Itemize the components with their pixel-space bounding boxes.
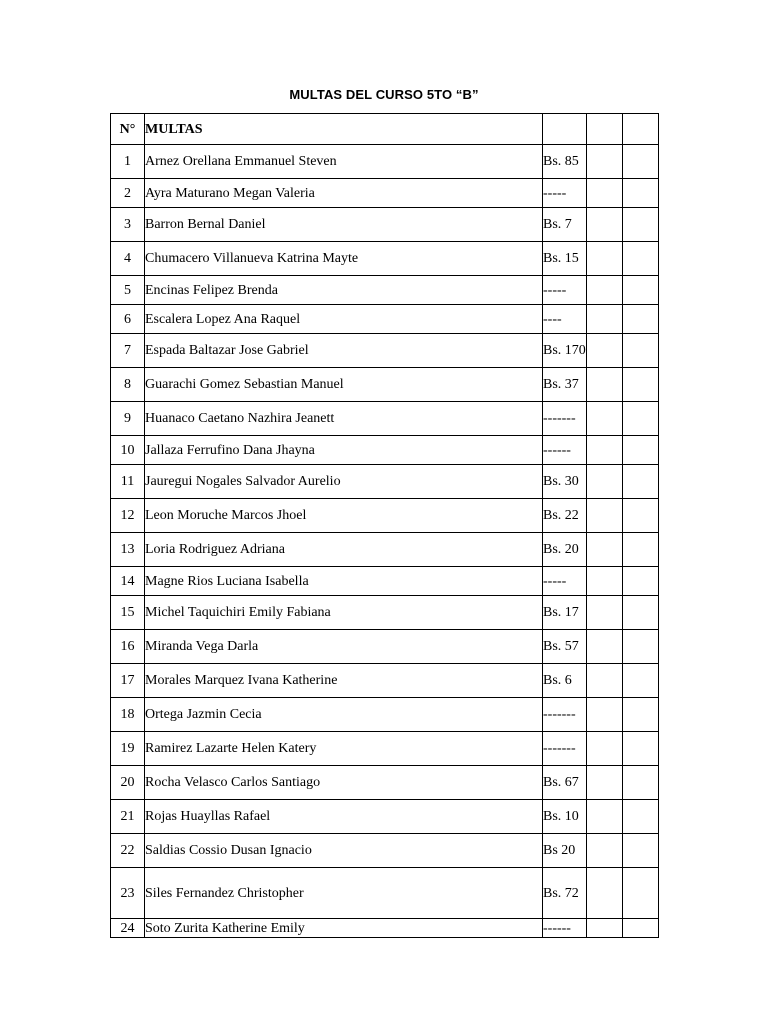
- student-name: Jauregui Nogales Salvador Aurelio: [145, 465, 543, 499]
- fine-amount: Bs. 85: [543, 145, 587, 179]
- blank-column-header: [587, 114, 623, 145]
- fine-amount: -------: [543, 402, 587, 436]
- row-number: 14: [111, 567, 145, 596]
- table-row: [111, 368, 659, 402]
- row-number: 9: [111, 402, 145, 436]
- row-number: 21: [111, 800, 145, 834]
- student-name: Arnez Orellana Emmanuel Steven: [145, 145, 543, 179]
- blank-cell: [623, 868, 659, 919]
- table-body: [111, 145, 659, 938]
- row-number: 20: [111, 766, 145, 800]
- student-name: Magne Rios Luciana Isabella: [145, 567, 543, 596]
- blank-cell: [587, 276, 623, 305]
- student-name: Michel Taquichiri Emily Fabiana: [145, 596, 543, 630]
- blank-cell: [623, 334, 659, 368]
- blank-cell: [623, 800, 659, 834]
- row-number: 12: [111, 499, 145, 533]
- fine-amount: ------: [543, 436, 587, 465]
- student-name: Guarachi Gomez Sebastian Manuel: [145, 368, 543, 402]
- student-name: Espada Baltazar Jose Gabriel: [145, 334, 543, 368]
- blank-cell: [587, 800, 623, 834]
- student-name: Ayra Maturano Megan Valeria: [145, 179, 543, 208]
- fine-amount: -----: [543, 276, 587, 305]
- blank-cell: [587, 465, 623, 499]
- student-name: Ortega Jazmin Cecia: [145, 698, 543, 732]
- blank-cell: [587, 499, 623, 533]
- row-number: 6: [111, 305, 145, 334]
- blank-cell: [587, 596, 623, 630]
- student-name: Siles Fernandez Christopher: [145, 868, 543, 919]
- blank-cell: [623, 834, 659, 868]
- blank-cell: [587, 698, 623, 732]
- student-name: Miranda Vega Darla: [145, 630, 543, 664]
- row-number: 7: [111, 334, 145, 368]
- fine-amount: Bs. 17: [543, 596, 587, 630]
- fine-amount: Bs. 30: [543, 465, 587, 499]
- blank-cell: [623, 208, 659, 242]
- blank-cell: [623, 630, 659, 664]
- row-number: 3: [111, 208, 145, 242]
- blank-cell: [587, 664, 623, 698]
- row-number: 24: [111, 919, 145, 938]
- student-name: Huanaco Caetano Nazhira Jeanett: [145, 402, 543, 436]
- row-number: 13: [111, 533, 145, 567]
- student-name: Jallaza Ferrufino Dana Jhayna: [145, 436, 543, 465]
- table-row: [111, 436, 659, 465]
- table-row: [111, 698, 659, 732]
- fine-amount: Bs. 22: [543, 499, 587, 533]
- blank-cell: [623, 732, 659, 766]
- amount-column-header: [543, 114, 587, 145]
- table-row: [111, 334, 659, 368]
- table-row: [111, 242, 659, 276]
- table-row: [111, 766, 659, 800]
- row-number: 10: [111, 436, 145, 465]
- row-number: 5: [111, 276, 145, 305]
- student-name: Chumacero Villanueva Katrina Mayte: [145, 242, 543, 276]
- fines-table: [110, 113, 659, 938]
- blank-cell: [587, 919, 623, 938]
- blank-cell: [587, 533, 623, 567]
- blank-cell: [623, 698, 659, 732]
- blank-cell: [623, 664, 659, 698]
- table-row: [111, 868, 659, 919]
- blank-cell: [623, 242, 659, 276]
- fine-amount: Bs. 170: [543, 334, 587, 368]
- blank-cell: [623, 766, 659, 800]
- student-name: Saldias Cossio Dusan Ignacio: [145, 834, 543, 868]
- row-number: 1: [111, 145, 145, 179]
- blank-cell: [587, 242, 623, 276]
- fine-amount: -------: [543, 698, 587, 732]
- blank-cell: [587, 732, 623, 766]
- student-name: Ramirez Lazarte Helen Katery: [145, 732, 543, 766]
- table-row: [111, 276, 659, 305]
- student-name: Leon Moruche Marcos Jhoel: [145, 499, 543, 533]
- blank-cell: [587, 208, 623, 242]
- blank-cell: [623, 567, 659, 596]
- fine-amount: Bs 20: [543, 834, 587, 868]
- blank-cell: [623, 436, 659, 465]
- fine-amount: ------: [543, 919, 587, 938]
- fine-amount: Bs. 10: [543, 800, 587, 834]
- fine-amount: Bs. 72: [543, 868, 587, 919]
- table-row: [111, 630, 659, 664]
- table-row: [111, 834, 659, 868]
- name-column-header: MULTAS: [145, 114, 543, 145]
- row-number: 11: [111, 465, 145, 499]
- row-number: 16: [111, 630, 145, 664]
- fine-amount: Bs. 7: [543, 208, 587, 242]
- blank-cell: [587, 179, 623, 208]
- student-name: Barron Bernal Daniel: [145, 208, 543, 242]
- table-row: [111, 664, 659, 698]
- table-row: [111, 567, 659, 596]
- row-number: 15: [111, 596, 145, 630]
- blank-cell: [587, 368, 623, 402]
- row-number: 19: [111, 732, 145, 766]
- blank-cell: [623, 276, 659, 305]
- blank-cell: [623, 919, 659, 938]
- blank-cell: [623, 305, 659, 334]
- fine-amount: ----: [543, 305, 587, 334]
- student-name: Rocha Velasco Carlos Santiago: [145, 766, 543, 800]
- table-row: [111, 179, 659, 208]
- blank-cell: [587, 436, 623, 465]
- blank-cell: [587, 834, 623, 868]
- table-row: [111, 596, 659, 630]
- row-number: 17: [111, 664, 145, 698]
- blank-cell: [623, 368, 659, 402]
- blank-cell: [623, 465, 659, 499]
- table-row: [111, 732, 659, 766]
- blank-column-header: [623, 114, 659, 145]
- table-row: [111, 499, 659, 533]
- student-name: Loria Rodriguez Adriana: [145, 533, 543, 567]
- table-row: [111, 533, 659, 567]
- fine-amount: Bs. 20: [543, 533, 587, 567]
- number-column-header: N°: [111, 114, 145, 145]
- blank-cell: [587, 145, 623, 179]
- table-row: [111, 208, 659, 242]
- student-name: Soto Zurita Katherine Emily: [145, 919, 543, 938]
- student-name: Rojas Huayllas Rafael: [145, 800, 543, 834]
- row-number: 18: [111, 698, 145, 732]
- fine-amount: Bs. 67: [543, 766, 587, 800]
- student-name: Escalera Lopez Ana Raquel: [145, 305, 543, 334]
- student-name: Morales Marquez Ivana Katherine: [145, 664, 543, 698]
- fine-amount: -------: [543, 732, 587, 766]
- blank-cell: [587, 766, 623, 800]
- row-number: 22: [111, 834, 145, 868]
- row-number: 23: [111, 868, 145, 919]
- blank-cell: [587, 402, 623, 436]
- table-row: [111, 402, 659, 436]
- blank-cell: [623, 533, 659, 567]
- row-number: 2: [111, 179, 145, 208]
- blank-cell: [623, 145, 659, 179]
- blank-cell: [623, 179, 659, 208]
- page-title: MULTAS DEL CURSO 5TO “B”: [289, 87, 479, 102]
- row-number: 4: [111, 242, 145, 276]
- blank-cell: [623, 402, 659, 436]
- blank-cell: [587, 567, 623, 596]
- blank-cell: [623, 499, 659, 533]
- blank-cell: [587, 334, 623, 368]
- blank-cell: [623, 596, 659, 630]
- table-row: [111, 919, 659, 938]
- fine-amount: Bs. 6: [543, 664, 587, 698]
- row-number: 8: [111, 368, 145, 402]
- fine-amount: Bs. 37: [543, 368, 587, 402]
- fine-amount: -----: [543, 567, 587, 596]
- table-row: [111, 800, 659, 834]
- table-row: [111, 305, 659, 334]
- blank-cell: [587, 305, 623, 334]
- blank-cell: [587, 868, 623, 919]
- student-name: Encinas Felipez Brenda: [145, 276, 543, 305]
- table-row: [111, 465, 659, 499]
- fine-amount: Bs. 15: [543, 242, 587, 276]
- fine-amount: Bs. 57: [543, 630, 587, 664]
- blank-cell: [587, 630, 623, 664]
- table-row: [111, 145, 659, 179]
- table-header-row: [111, 114, 659, 145]
- fine-amount: -----: [543, 179, 587, 208]
